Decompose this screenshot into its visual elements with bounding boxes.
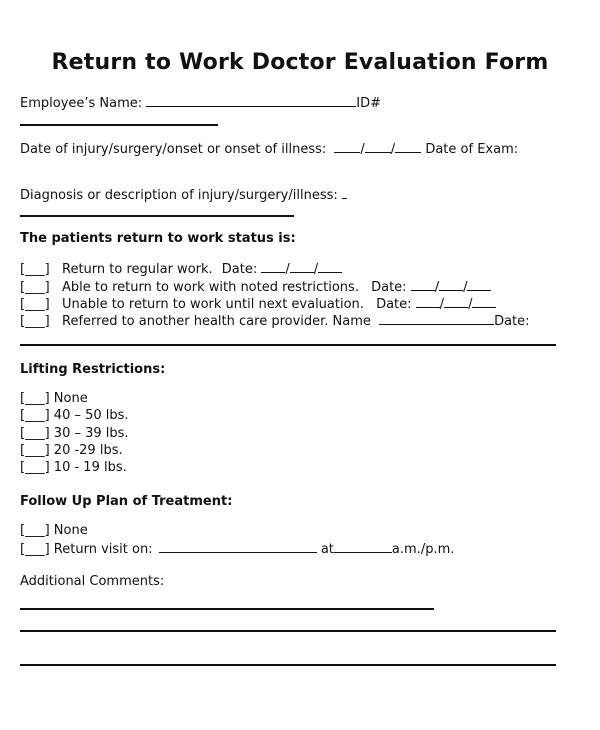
ampm-label: a.m./p.m. (391, 542, 455, 557)
lifting-item (20, 443, 123, 458)
diagnosis-continuation-line[interactable] (20, 215, 294, 217)
lifting-heading: Lifting Restrictions: (20, 362, 166, 377)
status-item-restrictions: [___] Able to return to work with noted restrictions. Date: / / (20, 278, 491, 295)
status-heading: The patients return to work status is: (20, 231, 296, 246)
comments-line-3[interactable] (20, 664, 556, 666)
date-year-field[interactable] (467, 278, 491, 291)
checkbox[interactable]: [___] (20, 542, 50, 557)
comments-line-2[interactable] (20, 630, 556, 632)
checkbox[interactable]: [___] (20, 408, 50, 423)
id-label: ID# (356, 96, 382, 111)
diagnosis-label: Diagnosis or description of injury/surgery/illness: (20, 188, 338, 203)
return-visit-label: Return visit on: (53, 542, 153, 557)
checkbox[interactable]: [___] (20, 262, 50, 277)
status-item-regular-work: [___] Return to regular work. Date: / / (20, 260, 342, 277)
return-visit-time-field[interactable] (334, 540, 392, 553)
date-label: Date: (221, 262, 258, 277)
checkbox[interactable]: [___] (20, 443, 50, 458)
lifting-item-label: 30 – 39 lbs. (53, 426, 129, 441)
exam-date-label: Date of Exam: (425, 142, 519, 157)
status-item-label: Return to regular work. (62, 262, 213, 277)
status-item-referred (20, 312, 530, 329)
lifting-item (20, 460, 127, 475)
lifting-item (20, 408, 129, 423)
date-day-field[interactable] (439, 278, 463, 291)
return-visit-row (20, 540, 454, 557)
lifting-item (20, 391, 88, 406)
injury-date-label: Date of injury/surgery/onset or onset of illness: (20, 142, 327, 157)
return-visit-date-field[interactable] (159, 540, 317, 553)
employee-name-row (20, 94, 381, 111)
checkbox[interactable]: [___] (20, 280, 50, 295)
referral-continuation-line[interactable] (20, 344, 556, 346)
employee-name-field[interactable] (146, 94, 356, 107)
injury-month-field[interactable] (334, 140, 360, 153)
date-label: Date: (376, 297, 412, 312)
date-label: Date: (371, 280, 407, 295)
date-year-field[interactable] (472, 295, 496, 308)
followup-none-label: None (53, 523, 88, 538)
date-month-field[interactable] (411, 278, 435, 291)
checkbox[interactable]: [___] (20, 426, 50, 441)
lifting-item-label: 20 -29 lbs. (53, 443, 123, 458)
provider-name-field[interactable] (379, 312, 494, 325)
date-day-field[interactable] (290, 260, 314, 273)
injury-day-field[interactable] (365, 140, 391, 153)
diagnosis-row (20, 186, 347, 203)
followup-heading: Follow Up Plan of Treatment: (20, 494, 233, 509)
at-label: at (320, 542, 334, 557)
comments-line-1[interactable] (20, 608, 434, 610)
checkbox[interactable]: [___] (20, 523, 50, 538)
lifting-item (20, 426, 129, 441)
comments-label: Additional Comments: (20, 574, 165, 589)
status-item-unable: [___] Unable to return to work until next evaluation. Date: / / (20, 295, 496, 312)
page-title: Return to Work Doctor Evaluation Form (51, 50, 549, 75)
employee-name-label: Employee’s Name: (20, 96, 143, 111)
lifting-item-label: None (53, 391, 88, 406)
status-item-label: Unable to return to work until next evaluation. (62, 297, 364, 312)
date-day-field[interactable] (444, 295, 468, 308)
injury-year-field[interactable] (395, 140, 421, 153)
date-month-field[interactable] (416, 295, 440, 308)
checkbox[interactable]: [___] (20, 460, 50, 475)
lifting-item-label: 10 - 19 lbs. (53, 460, 127, 475)
checkbox[interactable]: [___] (20, 391, 50, 406)
lifting-item-label: 40 – 50 lbs. (53, 408, 129, 423)
injury-date-row: Date of injury/surgery/onset or onset of illness: / / Date of Exam: (20, 142, 519, 157)
date-year-field[interactable] (318, 260, 342, 273)
diagnosis-field[interactable] (342, 186, 347, 199)
date-month-field[interactable] (261, 260, 285, 273)
status-item-label: Referred to another health care provider. Name (62, 314, 371, 329)
checkbox[interactable]: [___] (20, 314, 50, 329)
date-label: Date: (494, 314, 530, 329)
followup-none-row (20, 523, 88, 538)
employee-name-continuation-line[interactable] (20, 124, 218, 126)
checkbox[interactable]: [___] (20, 297, 50, 312)
status-item-label: Able to return to work with noted restrictions. (62, 280, 359, 295)
